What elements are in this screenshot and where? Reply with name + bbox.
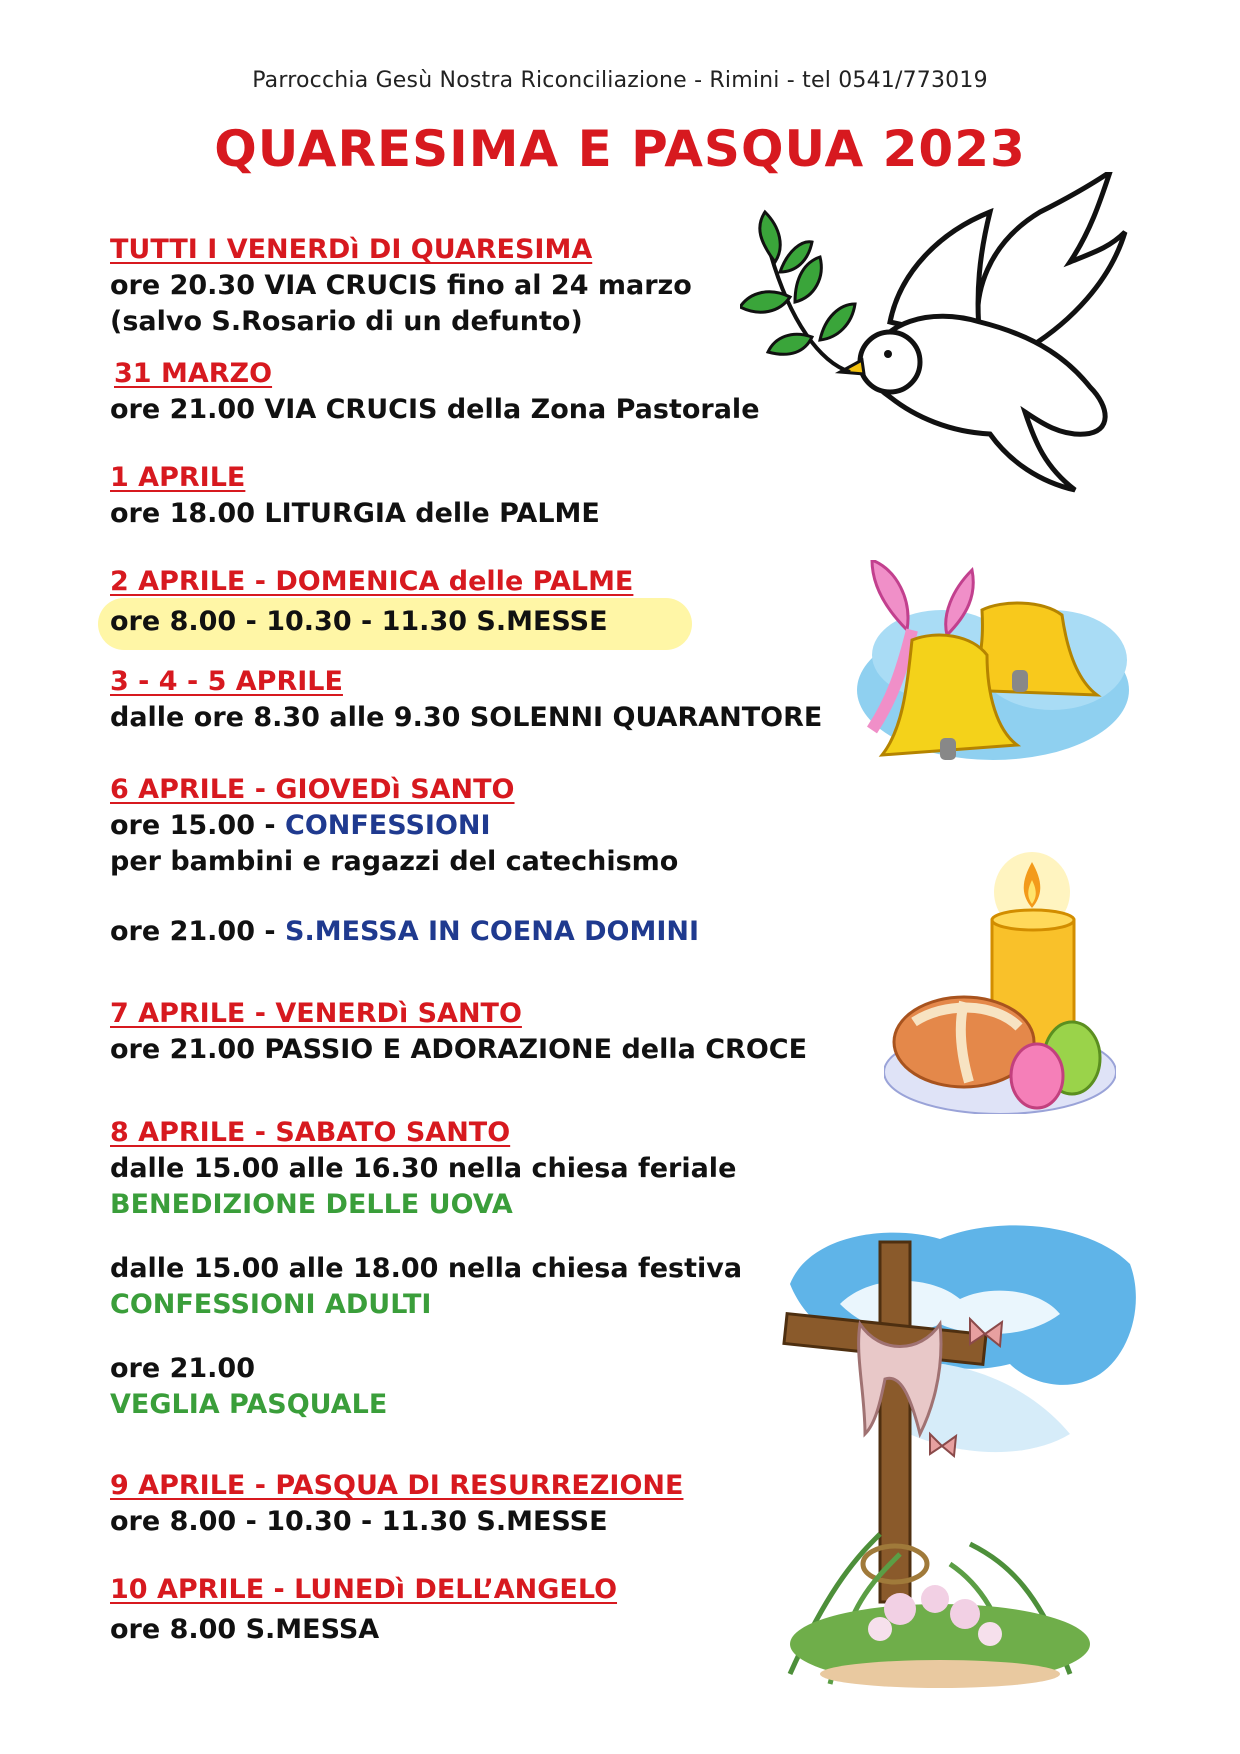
event-heading: 1 APRILE [110, 462, 246, 493]
event-heading: 31 MARZO [114, 358, 273, 389]
event-line: ore 21.00 VIA CRUCIS della Zona Pastorale [110, 394, 760, 425]
event-3-4-5-aprile [110, 664, 822, 736]
event-line: ore 18.00 LITURGIA delle PALME [110, 498, 600, 529]
event-line-green: CONFESSIONI ADULTI [110, 1289, 432, 1320]
event-lunedi-angelo [110, 1572, 617, 1648]
event-line: dalle 15.00 alle 16.30 nella chiesa feriale [110, 1153, 737, 1184]
dove-icon [740, 172, 1140, 502]
event-line-prefix: ore 15.00 - [110, 810, 285, 841]
parish-header: Parrocchia Gesù Nostra Riconciliazione - Rimini - tel 0541/773019 [252, 68, 988, 93]
event-line: (salvo S.Rosario di un defunto) [110, 306, 583, 337]
event-heading: 9 APRILE - PASQUA DI RESURREZIONE [110, 1470, 684, 1501]
event-heading: 7 APRILE - VENERDì SANTO [110, 998, 522, 1029]
event-line: ore 21.00 PASSIO E ADORAZIONE della CROCE [110, 1034, 808, 1065]
event-line: per bambini e ragazzi del catechismo [110, 846, 679, 877]
event-line-highlight-blue: S.MESSA IN COENA DOMINI [285, 916, 700, 947]
event-heading: 8 APRILE - SABATO SANTO [110, 1117, 511, 1148]
event-2-aprile [110, 564, 633, 640]
event-venerdi-quaresima [110, 232, 692, 340]
event-line: ore 21.00 [110, 1353, 255, 1384]
event-sabato-santo [110, 1115, 742, 1423]
event-heading: 3 - 4 - 5 APRILE [110, 666, 343, 697]
cross-scene-icon [770, 1204, 1150, 1688]
event-line: dalle ore 8.30 alle 9.30 SOLENNI QUARANTORE [110, 702, 823, 733]
event-line: ore 8.00 - 10.30 - 11.30 S.MESSE [110, 1506, 608, 1537]
event-line [110, 914, 699, 950]
event-line [110, 808, 699, 844]
event-line: ore 20.30 VIA CRUCIS fino al 24 marzo [110, 270, 692, 301]
event-heading: 10 APRILE - LUNEDì DELL’ANGELO [110, 1574, 618, 1605]
event-heading: 2 APRILE - DOMENICA delle PALME [110, 566, 634, 597]
event-pasqua [110, 1468, 683, 1540]
event-heading: 6 APRILE - GIOVEDì SANTO [110, 774, 515, 805]
event-1-aprile [110, 460, 600, 532]
event-heading: TUTTI I VENERDì DI QUARESIMA [110, 234, 593, 265]
event-31-marzo [114, 356, 272, 392]
event-31-marzo-details [110, 392, 760, 428]
event-line: ore 8.00 S.MESSA [110, 1614, 380, 1645]
event-line-green: VEGLIA PASQUALE [110, 1389, 388, 1420]
event-line: dalle 15.00 alle 18.00 nella chiesa festiva [110, 1253, 743, 1284]
page-title: QUARESIMA E PASQUA 2023 [214, 120, 1026, 178]
bells-icon [852, 560, 1134, 796]
event-giovedi-santo [110, 772, 699, 950]
event-line-prefix: ore 21.00 - [110, 916, 285, 947]
event-line-green: BENEDIZIONE DELLE UOVA [110, 1189, 513, 1220]
event-line-highlight-blue: CONFESSIONI [285, 810, 491, 841]
candle-bread-eggs-icon [884, 852, 1116, 1114]
event-venerdi-santo [110, 996, 807, 1068]
event-line-highlighted: ore 8.00 - 10.30 - 11.30 S.MESSE [110, 606, 608, 637]
